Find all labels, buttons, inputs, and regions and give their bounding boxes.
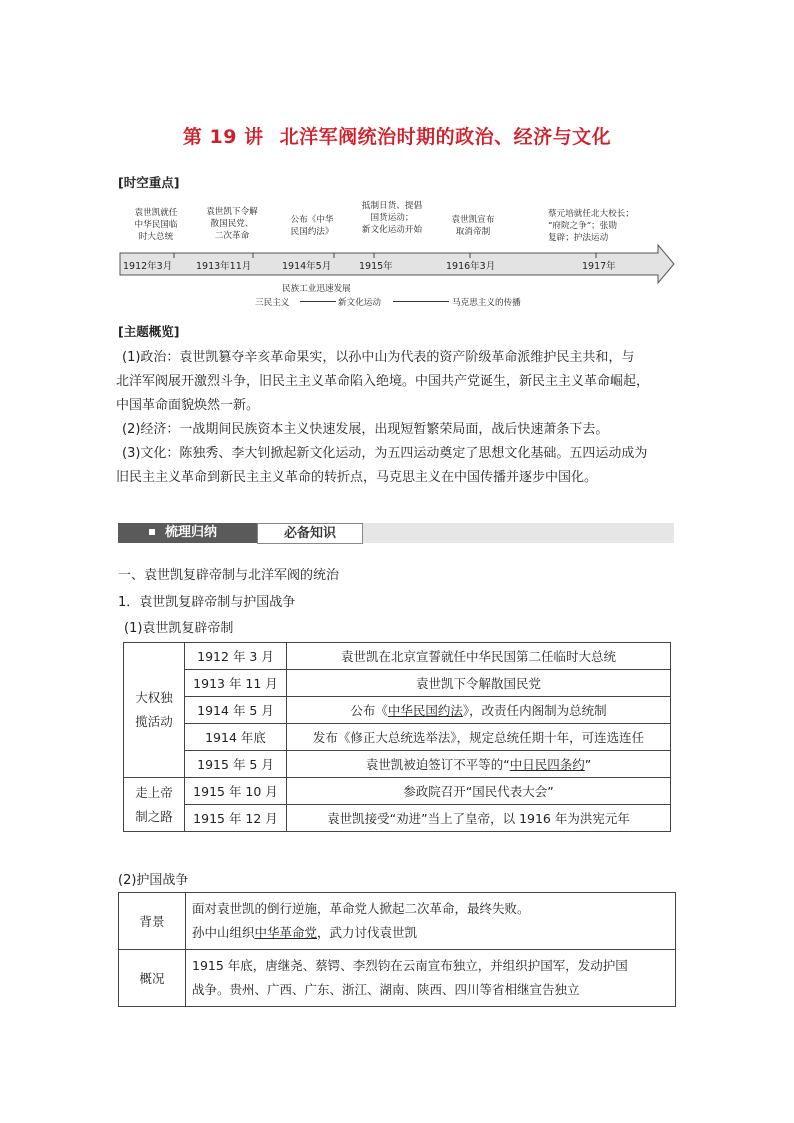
square-bullet-icon: [149, 529, 155, 535]
row-date: 1914 年 5 月: [185, 697, 287, 724]
page-title: [0, 122, 794, 149]
event-2-line-2: 散国民党、: [210, 219, 254, 229]
row-event: [287, 751, 671, 778]
timeline-date-4: 1915年: [359, 261, 393, 272]
overview-section-label: [主题概览]: [118, 324, 180, 339]
overview-culture-line-2: 旧民主主义革命到新民主主义革命的转折点，马克思主义在中国传播并逐步中国化。: [116, 470, 598, 485]
row-event: 发布《修正大总统选举法》，规定总统任期十年，可连选连任: [287, 724, 671, 751]
overview-culture-line-1: (3)文化：陈独秀、李大钊掀起新文化运动，为五四运动奠定了思想文化基础。五四运动成为: [122, 446, 648, 461]
event-5-line-2: 取消帝制: [455, 227, 491, 237]
row-event-post: ”: [584, 757, 592, 772]
table-row: [124, 778, 671, 805]
war-table: [118, 892, 676, 1007]
event-3-line-1: 公布《中华: [290, 215, 334, 225]
lecture-number: 第 19 讲: [182, 126, 264, 148]
timeline-event-4: [343, 200, 441, 236]
table-row: [119, 893, 676, 950]
table-row: [124, 670, 671, 697]
table-row: [124, 805, 671, 832]
event-6-line-1: 蔡元培就任北大校长；: [548, 209, 634, 219]
overview-economy: (2)经济：一战期间民族资本主义快速发展，出现短暂繁荣局面，战后快速萧条下去。: [122, 422, 609, 437]
group-label-1: 大权独揽活动: [124, 643, 185, 778]
table-row: [124, 643, 671, 670]
timeline-event-1: [116, 207, 196, 243]
event-1-line-3: 时大总统: [138, 232, 174, 242]
table-row: [124, 751, 671, 778]
row-event-post: 》，改责任内阁制为总统制: [462, 703, 607, 718]
timeline-below-sanmin: 三民主义: [255, 298, 290, 308]
event-6-line-3: 复辟；护法运动: [548, 233, 609, 243]
row-date: 1914 年底: [185, 724, 287, 751]
group-label-2: 走上帝制之路: [124, 778, 185, 832]
timeline-date-3: 1914年5月: [282, 261, 332, 272]
lecture-title: 北洋军阀统治时期的政治、经济与文化: [279, 126, 612, 148]
banner-left-label: 梳理归纳: [165, 525, 218, 540]
timeline-below-newculture: 新文化运动: [338, 298, 381, 308]
timeline-event-2: [190, 206, 274, 242]
event-5-line-1: 袁世凯宣布: [451, 215, 495, 225]
timeline-date-5: 1916年3月: [446, 261, 496, 272]
banner-right: 必备知识: [257, 523, 363, 544]
subsection-1b: (2)护国战争: [118, 873, 189, 888]
timeline-below-marxism: 马克思主义的传播: [452, 298, 521, 308]
background-line-2-underlined: 中华革命党: [254, 925, 318, 940]
timeline-date-2: 1913年11月: [196, 261, 252, 272]
timeline-section-label: [时空重点]: [118, 175, 180, 190]
event-2-line-3: 二次革命: [214, 231, 250, 241]
subsection-1a: (1)袁世凯复辟帝制: [124, 621, 234, 636]
background-line-1: 面对袁世凯的倒行逆施，革命党人掀起二次革命，最终失败。: [192, 901, 530, 916]
event-6-line-2: “府院之争”；张勋: [548, 221, 617, 231]
timeline-date-6: 1917年: [582, 261, 616, 272]
background-line-2-pre: 孙中山组织: [192, 925, 255, 940]
background-line-2: [192, 921, 669, 945]
banner-left: [118, 523, 257, 543]
overview-line-1: 1915 年底，唐继尧、蔡锷、李烈钧在云南宣布独立，并组织护国军，发动护国: [192, 958, 628, 973]
event-1-line-2: 中华民国临: [134, 220, 178, 230]
subsection-1: 1．袁世凯复辟帝制与护国战争: [118, 595, 296, 610]
overview-label: 概况: [119, 950, 186, 1007]
section-heading: 一、袁世凯复辟帝制与北洋军阀的统治: [118, 568, 340, 583]
overview-politics-line-2: 北洋军阀展开激烈斗争，旧民主主义革命陷入绝境。中国共产党诞生，新民主主义革命崛起，: [116, 374, 650, 389]
overview-line-2: 战争。贵州、广西、广东、浙江、湖南、陕西、四川等省相继宣告独立: [192, 982, 580, 997]
overview-politics-line-1: (1)政治：袁世凯篡夺辛亥革命果实，以孙中山为代表的资产阶级革命派维护民主共和，与: [122, 350, 635, 365]
background-content: [186, 893, 676, 950]
event-4-line-1: 抵制日货、提倡: [361, 201, 423, 211]
row-event-pre: 公布《: [350, 703, 388, 718]
event-4-line-2: 国货运动；: [370, 213, 414, 223]
row-event: 袁世凯下令解散国民党: [287, 670, 671, 697]
timeline-date-1: 1912年3月: [123, 261, 173, 272]
row-event-pre: 袁世凯被迫签订不平等的“: [365, 757, 510, 772]
overview-politics-line-3: 中国革命面貌焕然一新。: [116, 398, 260, 413]
row-date: 1912 年 3 月: [185, 643, 287, 670]
row-event: 袁世凯在北京宣誓就任中华民国第二任临时大总统: [287, 643, 671, 670]
table-row: [124, 724, 671, 751]
row-date: 1913 年 11 月: [185, 670, 287, 697]
timeline-below-rule-2: [393, 301, 449, 302]
row-date: 1915 年 5 月: [185, 751, 287, 778]
table-row: [119, 950, 676, 1007]
timeline-below-industry: 民族工业迅速发展: [282, 284, 351, 294]
row-event: [287, 697, 671, 724]
row-event: 袁世凯接受“劝进”当上了皇帝，以 1916 年为洪宪元年: [287, 805, 671, 832]
overview-paragraphs: [116, 346, 692, 490]
event-1-line-1: 袁世凯就任: [134, 208, 178, 218]
timeline-event-3: [280, 214, 344, 238]
event-3-line-2: 民国约法》: [290, 227, 334, 237]
timeline-event-6: [548, 208, 666, 244]
background-label: 背景: [119, 893, 186, 950]
row-date: 1915 年 10 月: [185, 778, 287, 805]
restoration-table: [123, 642, 671, 832]
timeline-event-5: [438, 214, 508, 238]
timeline-below-rule-1: [300, 301, 336, 302]
row-event-underlined: 中华民国约法: [387, 703, 463, 718]
row-event: 参政院召开“国民代表大会”: [287, 778, 671, 805]
row-event-underlined: 中日民四条约: [509, 757, 585, 772]
table-row: [124, 697, 671, 724]
background-line-2-post: ，武力讨伐袁世凯: [317, 925, 418, 940]
row-date: 1915 年 12 月: [185, 805, 287, 832]
event-4-line-3: 新文化运动开始: [361, 225, 423, 235]
event-2-line-1: 袁世凯下令解: [206, 207, 258, 217]
overview-content: [186, 950, 676, 1007]
